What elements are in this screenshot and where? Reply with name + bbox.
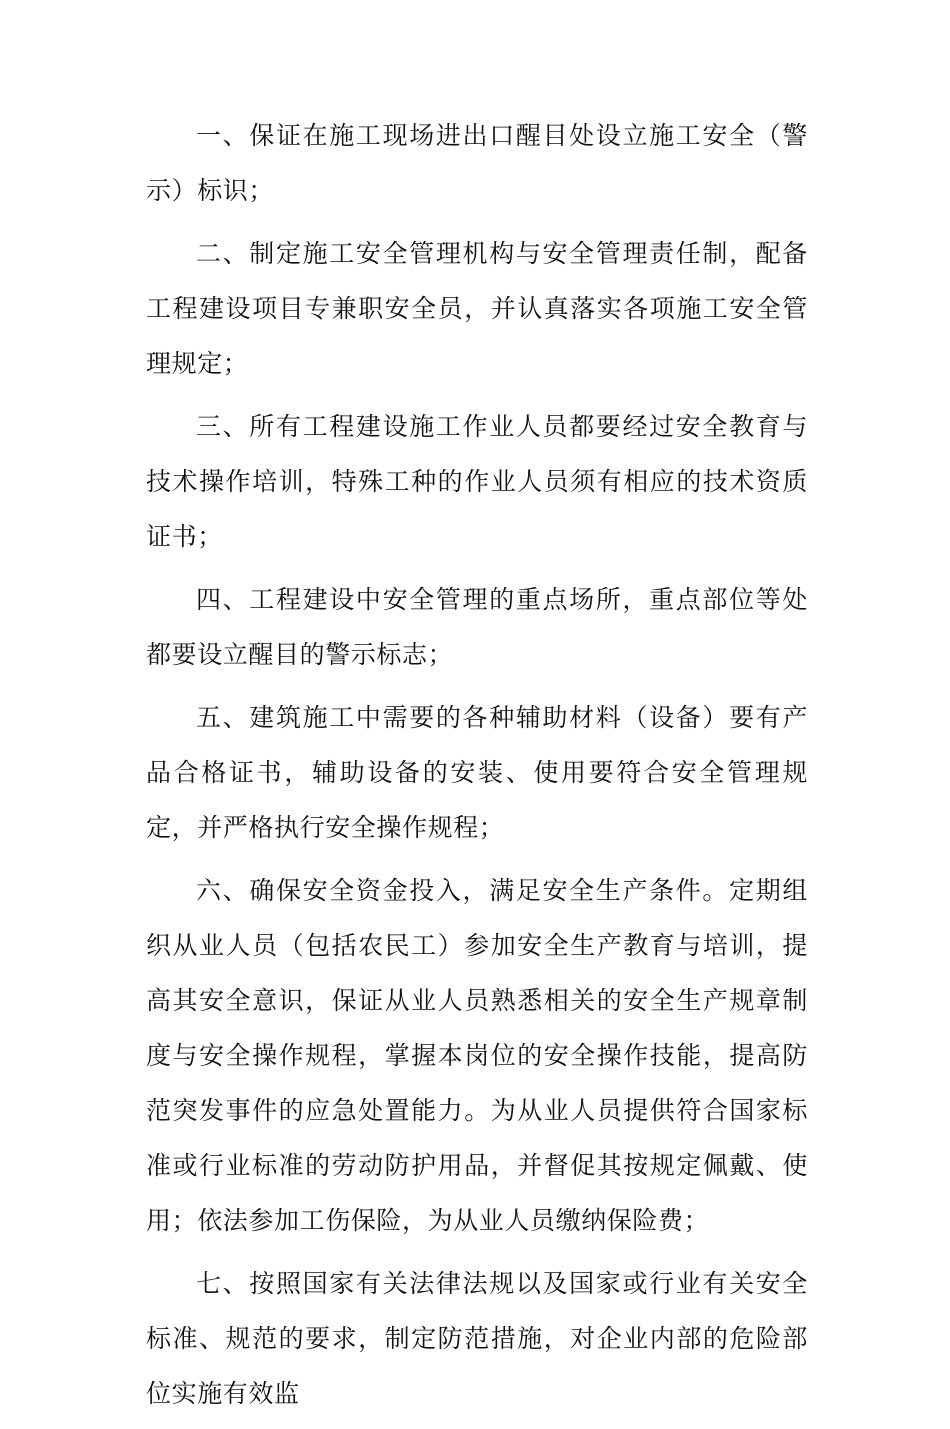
paragraph-6: 六、确保安全资金投入，满足安全生产条件。定期组织从业人员（包括农民工）参加安全生产教育与培训，提高其安全意识，保证从业人员熟悉相关的安全生产规章制度与安全操作规程，掌握本岗位的安全操作技能，提高防范突发事件的应急处置能力。为从业人员提供符合国家标准或行业标准的劳动防护用品，并督促其按规定佩戴、使用；依法参加工伤保险，为从业人员缴纳保险费； — [146, 876, 808, 1235]
paragraph-3: 三、所有工程建设施工作业人员都要经过安全教育与技术操作培训，特殊工种的作业人员须有相应的技术资质证书； — [146, 412, 808, 551]
paragraph-5: 五、建筑施工中需要的各种辅助材料（设备）要有产品合格证书，辅助设备的安装、使用要符合安全管理规定，并严格执行安全操作规程； — [146, 703, 808, 842]
document-body — [146, 108, 808, 1429]
paragraph-4: 四、工程建设中安全管理的重点场所，重点部位等处都要设立醒目的警示标志； — [146, 585, 808, 669]
paragraph-1: 一、保证在施工现场进出口醒目处设立施工安全（警示）标识； — [146, 121, 808, 205]
paragraph-2: 二、制定施工安全管理机构与安全管理责任制，配备工程建设项目专兼职安全员，并认真落实各项施工安全管理规定； — [146, 239, 808, 378]
paragraph-7: 七、按照国家有关法律法规以及国家或行业有关安全标准、规范的要求，制定防范措施，对企业内部的危险部位实施有效监 — [146, 1269, 808, 1408]
